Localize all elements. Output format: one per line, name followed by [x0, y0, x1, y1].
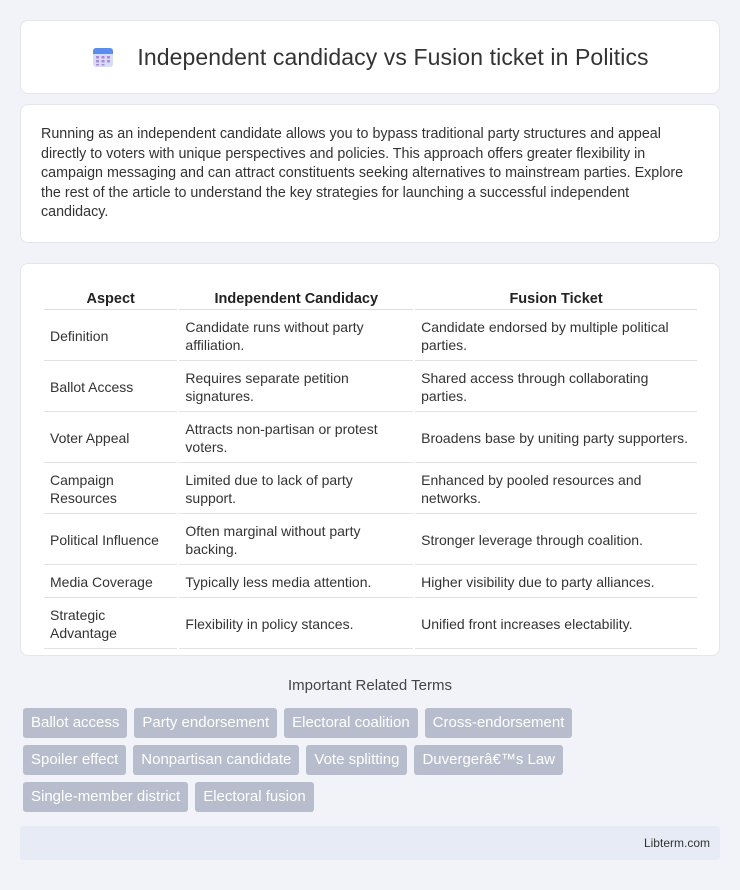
- page-title: Independent candidacy vs Fusion ticket in Politics: [137, 43, 649, 70]
- related-terms-heading: Important Related Terms: [288, 677, 452, 694]
- term-tag[interactable]: Spoiler effect: [23, 745, 126, 775]
- term-row: [23, 782, 723, 812]
- table-cell: Ballot Access: [44, 363, 177, 412]
- term-tag[interactable]: Single-member district: [23, 782, 188, 812]
- table-cell: Often marginal without party backing.: [179, 516, 413, 565]
- term-row: [23, 708, 723, 738]
- term-tag[interactable]: Cross-endorsement: [425, 708, 573, 738]
- term-tag[interactable]: Ballot access: [23, 708, 127, 738]
- table-cell: Unified front increases electability.: [415, 600, 697, 649]
- term-tag[interactable]: Electoral fusion: [195, 782, 314, 812]
- related-terms: [23, 708, 723, 819]
- footer-site[interactable]: Libterm.com: [643, 836, 710, 850]
- header-fusion: Fusion Ticket: [415, 286, 697, 310]
- table-cell: Shared access through collaborating parties.: [415, 363, 697, 412]
- table-cell: Strategic Advantage: [44, 600, 177, 649]
- table-cell: Voter Appeal: [44, 414, 177, 463]
- table-cell: Candidate endorsed by multiple political parties.: [415, 312, 697, 361]
- table-cell: Limited due to lack of party support.: [179, 465, 413, 514]
- table-cell: Requires separate petition signatures.: [179, 363, 413, 412]
- term-tag[interactable]: Party endorsement: [134, 708, 277, 738]
- comparison-card: [20, 263, 720, 656]
- table-cell: Typically less media attention.: [179, 567, 413, 598]
- table-cell: Definition: [44, 312, 177, 361]
- table-row: [44, 465, 697, 514]
- table-row: [44, 414, 697, 463]
- header-independent: Independent Candidacy: [179, 286, 413, 310]
- table-cell: Media Coverage: [44, 567, 177, 598]
- table-cell: Enhanced by pooled resources and networks.: [415, 465, 697, 514]
- term-tag[interactable]: Electoral coalition: [284, 708, 418, 738]
- intro-paragraph: Running as an independent candidate allows you to bypass traditional party structures and appeal directly to voters with unique perspectives and policies. This approach offers greater flexibility in campaign messaging and can attract constituents seeking alternatives to mainstream parties. Explore the rest of the article to understand the key strategies for launching a successful independent candidacy.: [41, 126, 684, 220]
- header-aspect: Aspect: [44, 286, 177, 310]
- table-cell: Political Influence: [44, 516, 177, 565]
- intro-card: [20, 104, 720, 243]
- table-row: [44, 363, 697, 412]
- table-cell: Candidate runs without party affiliation.: [179, 312, 413, 361]
- title-wrap: [91, 44, 648, 71]
- table-header-row: [44, 286, 697, 310]
- title-card: [20, 20, 720, 94]
- table-row: [44, 516, 697, 565]
- table-cell: Flexibility in policy stances.: [179, 600, 413, 649]
- table-cell: Stronger leverage through coalition.: [415, 516, 697, 565]
- term-tag[interactable]: Nonpartisan candidate: [133, 745, 299, 775]
- footer: [20, 826, 720, 860]
- table-cell: Attracts non-partisan or protest voters.: [179, 414, 413, 463]
- term-row: [23, 745, 723, 775]
- table-cell: Campaign Resources: [44, 465, 177, 514]
- term-tag[interactable]: Vote splitting: [306, 745, 407, 775]
- table-row: [44, 312, 697, 361]
- table-row: [44, 567, 697, 598]
- table-cell: Higher visibility due to party alliances.: [415, 567, 697, 598]
- comparison-table: [42, 284, 699, 651]
- table-row: [44, 600, 697, 649]
- calendar-icon: [91, 45, 115, 69]
- term-tag[interactable]: Duvergerâ€™s Law: [414, 745, 563, 775]
- table-cell: Broadens base by uniting party supporters.: [415, 414, 697, 463]
